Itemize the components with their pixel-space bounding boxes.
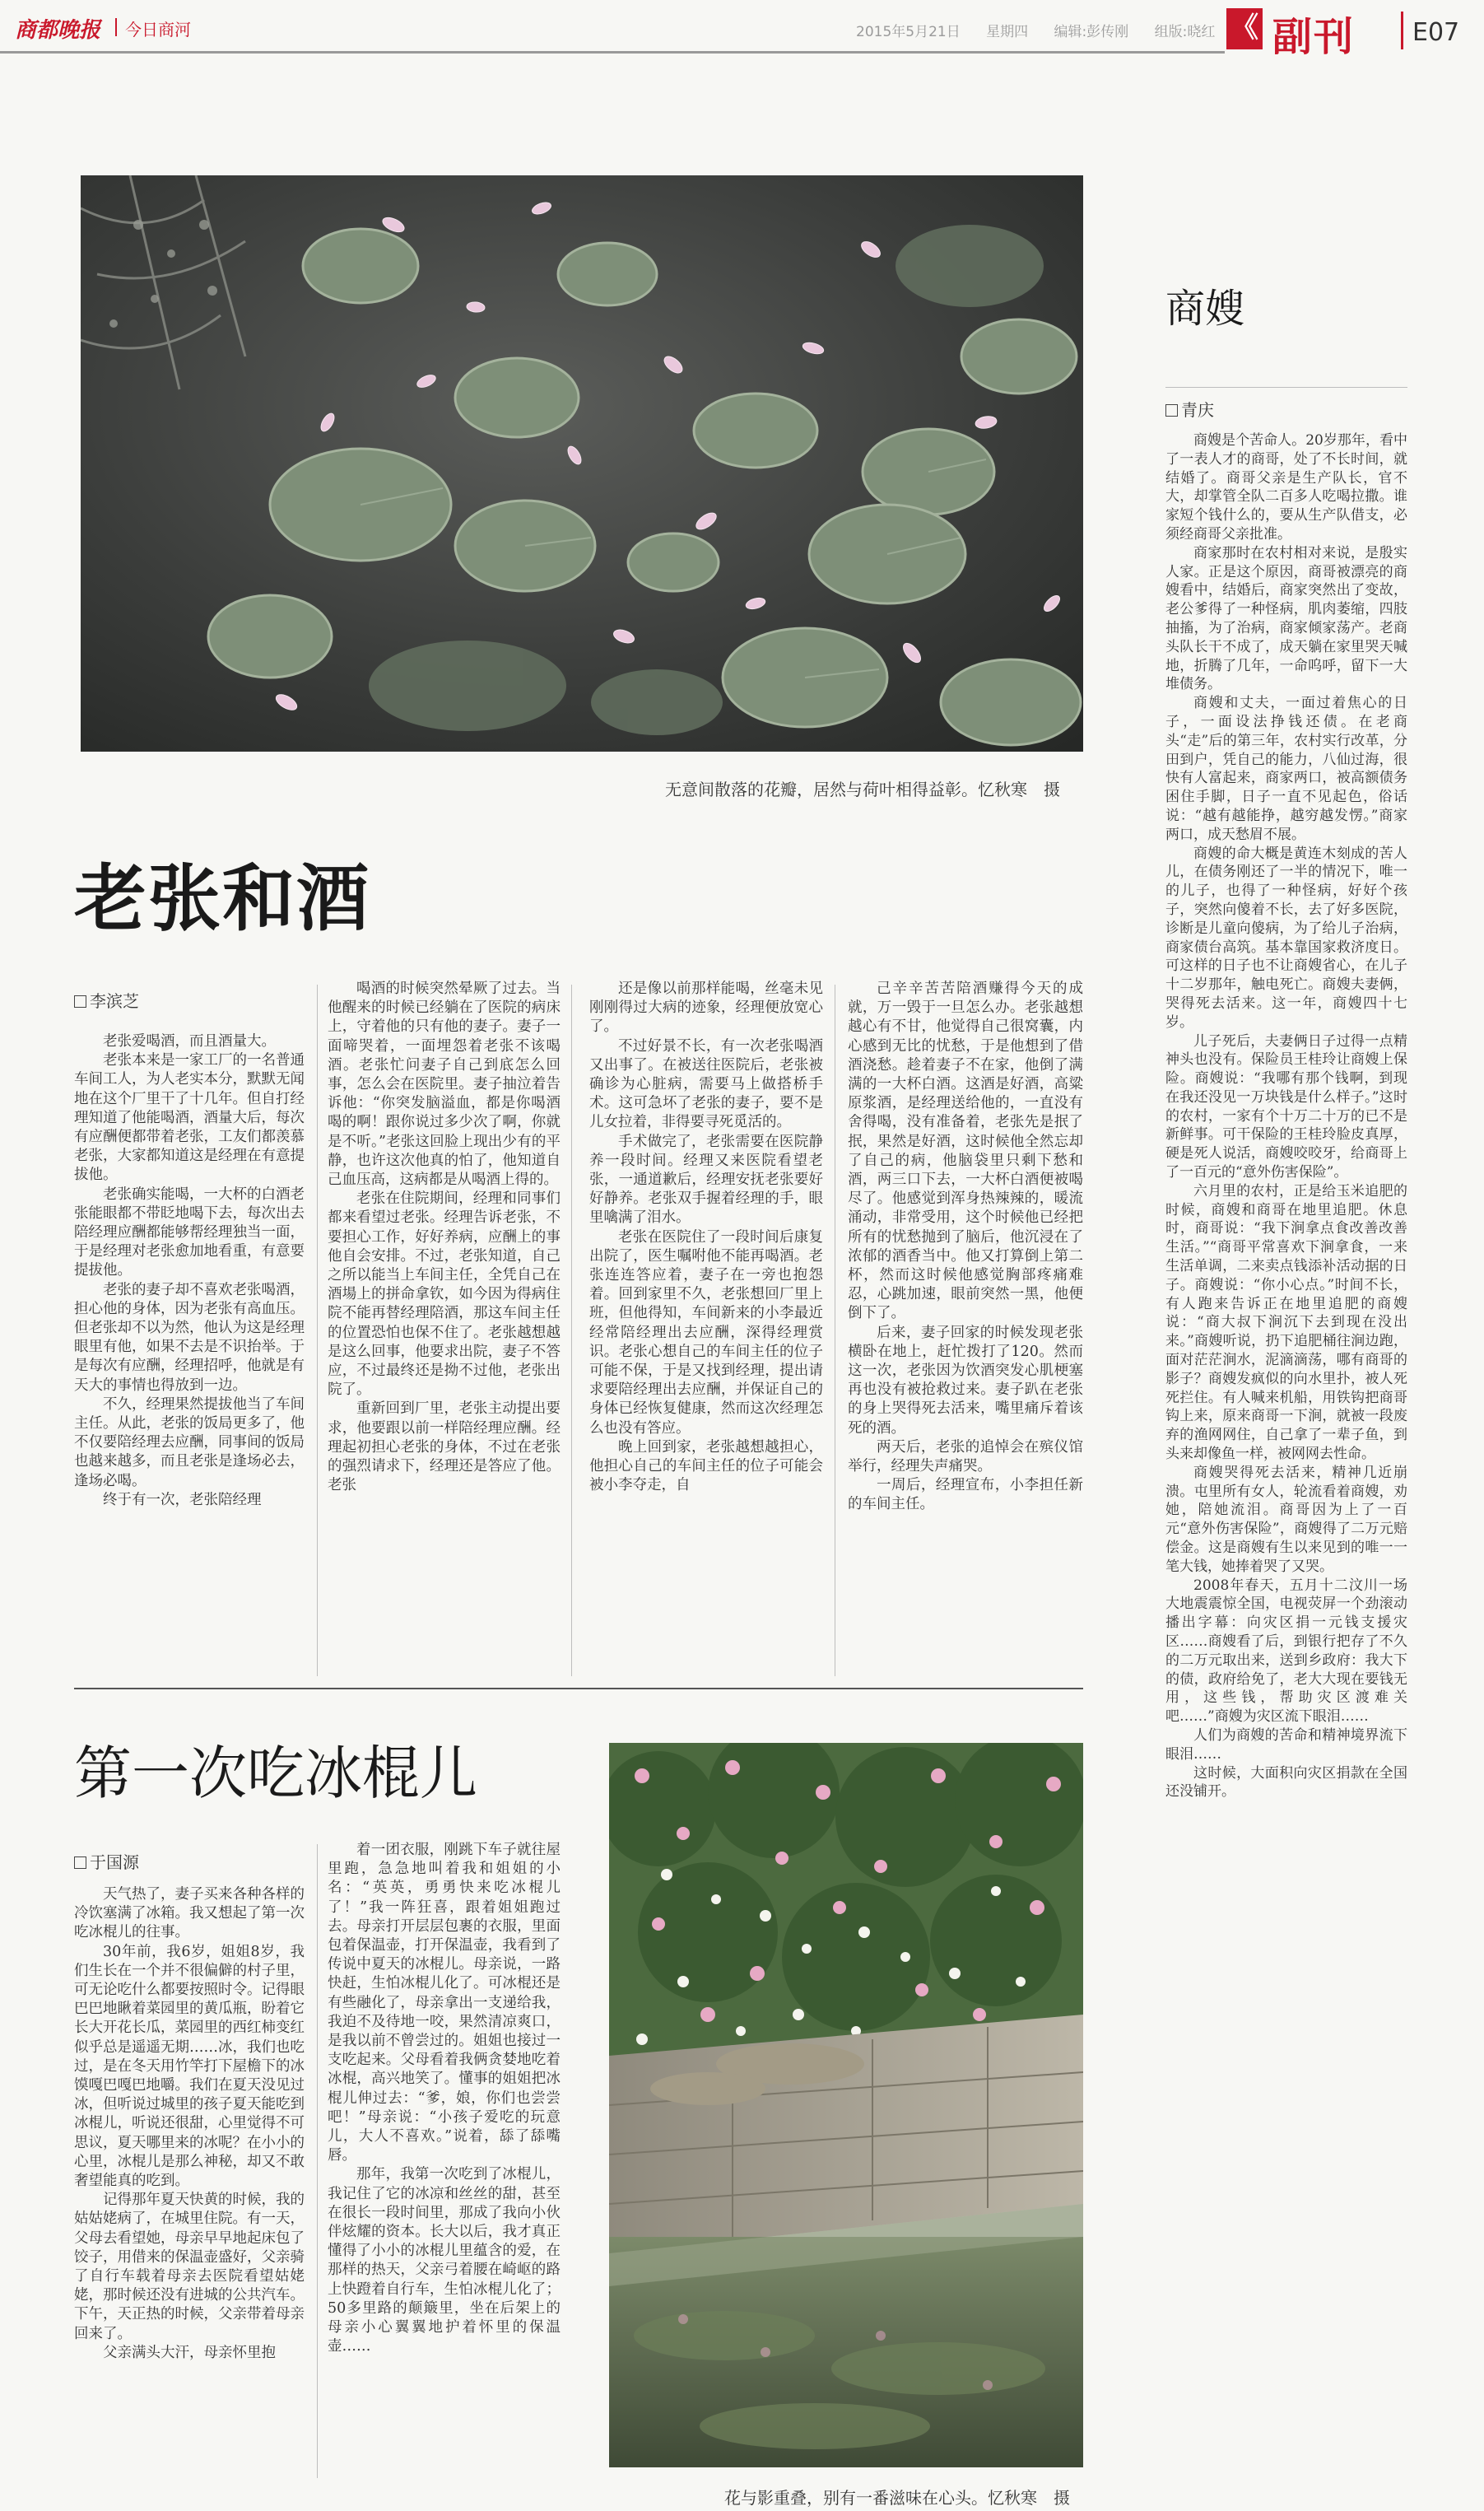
article-title-shangsao: 商嫂 — [1165, 286, 1245, 332]
paragraph: 父亲满头大汗，母亲怀里抱 — [103, 2344, 276, 2361]
paragraph: 老张爱喝酒，而且酒量大。 — [103, 1033, 276, 1050]
paragraph: 喝酒的时候突然晕厥了过去。当他醒来的时候已经躺在了医院的病床上，守着他的只有他的妻子。妻子一面啼哭着，一面埋怨着老张不该喝酒。老张忙问妻子自己到底怎么回事，怎么会在医院里。妻子抽泣着告诉他：“你突发脑溢血，都是你喝酒喝的啊！跟你说过多少次了啊，你就是不听。”老张这回脸上现出少有的平静，也许这次他真的怕了，他知道自己血压高，这病都是从喝酒上得的。 — [328, 981, 561, 1189]
paragraph: 老张在住院期间，经理和同事们都来看望过老张。经理告诉老张，不要担心工作，好好养病，应酬上的事他自会安排。不过，老张知道，自己之所以能当上车间主任，全凭自己在酒場上的拼命拿钦，如今因为得病住院不能再替经理陪酒，那这车间主任的位置恐怕也保不住了。老张越想越是这么回事，他要求出院，妻子不答应，不过最终还是拗不过他，老张出院了。 — [328, 1190, 561, 1399]
header-divider — [115, 18, 117, 36]
byline-laozhang: 李滨芝 — [74, 988, 139, 1012]
article-icepop-col-1 — [74, 1885, 305, 2478]
paragraph: 老张本来是一家工厂的一名普通车间工人，为人老实本分，默默无闻地在这个厂里干了十几年。但自打经理知道了他能喝酒，酒量大后，每次有应酬便都带着老张，工友们都羡慕老张，大家都知道这是经理在有意提拔他。 — [74, 1052, 305, 1184]
paragraph: 30年前，我6岁，姐姐8岁，我们生长在一个并不很偏僻的村子里，可无论吃什么都要按照时令。记得眼巴巴地瞅着菜园里的黄瓜瓶，盼着它长大开花长瓜，菜园里的西红柿变红似乎总是遥遥无期……冰，我们也吃过，是在冬天用竹竿打下屋檐下的冰馍嘎巴嘎巴地嚼。我们在夏天没见过冰，但听说过城里的孩子夏天能吃到冰棍儿，听说还很甜，心里觉得不可思议，夏天哪里来的冰呢？在小小的心里，冰棍儿是那么神秘，却又不敢奢望能真的吃到。 — [74, 1943, 305, 2190]
flowers-reflection-photo — [609, 1743, 1083, 2467]
paragraph: 人们为商嫂的苦命和精神境界流下眼泪…… — [1165, 1726, 1407, 1763]
article-laozhang-col-1 — [74, 1032, 305, 1676]
paragraph: 商嫂的命大概是黄连木刻成的苦人儿，在债务刚还了一半的情况下，唯一的儿子，也得了一种怪病，好好个孩子，突然向傻着不长，去了好多医院，诊断是儿童向傻病，为了给儿子治病，商家债台高筑。基本靠国家救济度日。可这样的日子也不让商嫂省心，在儿子十二岁那年，触电死亡。商嫂夫妻俩，哭得死去活来。这一年，商嫂四十七岁。 — [1165, 845, 1407, 1031]
paragraph: 不久，经理果然提拔他当了车间主任。从此，老张的饭局更多了，他不仅要陪经理去应酬，同事间的饭局也越来越多，而且老张是逢场必去，逢场必喝。 — [74, 1395, 305, 1489]
paragraph: 儿子死后，夫妻俩日子过得一点精神头也没有。保险员王桂玲让商嫂上保险。商嫂说：“我哪有那个钱啊，到现在我还没见一万块钱是什么样子。”这时的农村，一家有个十万二十万的已不是新鲜事。可干保险的王桂玲脸皮真厚，硬是死人说活，商嫂咬咬牙，给商哥上了一百元的“意外伤害保险”。 — [1165, 1032, 1407, 1181]
edition-name: 今日商河 — [125, 20, 191, 40]
paragraph: 这时候，大面积向灾区捐款在全国还没铺开。 — [1165, 1764, 1407, 1801]
article-laozhang-col-2 — [328, 980, 561, 1676]
paragraph: 老张在医院住了一段时间后康复出院了，医生嘱咐他不能再喝酒。老张连连答应着，妻子在一旁也抱怨着。回到家里不久，老张想回厂里上班，但他得知，车间新来的小李最近经常陪经理出去应酬，深得经理赏识。老张心想自己的车间主任的位子可能不保，于是又找到经理，提出请求要陪经理出去应酬，并保证自己的身体已经恢复健康，然而这次经理怎么也没有答应。 — [589, 1228, 823, 1437]
layout-credit: 组版:晓红 — [1154, 24, 1216, 40]
paragraph: 晚上回到家，老张越想越担心，他担心自己的车间主任的位子可能会被小李夺走，自 — [589, 1438, 823, 1494]
lotus-pond-photo — [81, 175, 1083, 752]
byline-icepop: 于国源 — [74, 1849, 139, 1873]
page-number: E07 — [1412, 18, 1460, 47]
section-title: 副刊 — [1272, 14, 1356, 60]
article-shangsao-col — [1165, 431, 1407, 2506]
article-laozhang-col-4 — [848, 980, 1083, 1676]
top-photo-caption: 无意间散落的花瓣，居然与荷叶相得益彰。忆秋寒 摄 — [665, 780, 1060, 799]
section-divider — [74, 1688, 1083, 1689]
article-laozhang-col-3 — [589, 980, 823, 1676]
paragraph: 重新回到厂里，老张主动提出要求，他要跟以前一样陪经理应酬。经理起初担心老张的身体，不过在老张的强烈请求下，经理还是答应了他。老张 — [328, 1400, 561, 1494]
article-title-laozhang: 老张和酒 — [74, 856, 371, 941]
newspaper-logo: 商都晚报 — [15, 18, 101, 43]
paragraph: 两天后，老张的追悼会在殡仪馆举行，经理失声痛哭。 — [848, 1438, 1083, 1475]
article-icepop-col-2 — [328, 1841, 561, 2478]
column-rule — [317, 985, 318, 1676]
paragraph: 记得那年夏天快黄的时候，我的姑姑姥病了，在城里住院。有一天，父母去看望她，母亲早早地起床包了饺子，用借来的保温壶盛好，父亲骑了自行车载着母亲去医院看望姑姥姥，那时候还没有进城的公共汽车。下午，天正热的时候，父亲带着母亲回来了。 — [74, 2192, 305, 2342]
paragraph: 天气热了，妻子买来各种各样的冷饮塞满了冰箱。我又想起了第一次吃冰棍儿的往事。 — [74, 1886, 305, 1941]
lotus-pond-image — [81, 175, 1083, 752]
paragraph: 后来，妻子回家的时候发现老张横卧在地上，赶忙拨打了120。然而这一次，老张因为饮酒突发心肌梗塞再也没有被抢救过来。妻子趴在老张的身上哭得死去活来，嘴里痛斥着该死的酒。 — [848, 1324, 1083, 1437]
paragraph: 那年，我第一次吃到了冰棍儿，我记住了它的冰凉和丝丝的甜，甚至在很长一段时间里，那成了我向小伙伴炫耀的资本。长大以后，我才真正懂得了小小的冰棍儿里蕴含的爱，在那样的热天，父亲弓着腰在崎岖的路上快蹬着自行车，生怕冰棍儿化了；50多里路的颠簸里，坐在后架上的母亲小心翼翼地护着怀里的保温壶…… — [328, 2166, 561, 2355]
paragraph: 终于有一次，老张陪经理 — [103, 1491, 262, 1508]
paragraph: 商嫂和丈夫，一面过着焦心的日子，一面设法挣钱还债。在老商头“走”后的第三年，农村实行改革，分田到户，凭自己的能力，八仙过海，很快有人富起来，商家两口，被高额债务困住手脚，日子一直不见起色，俗话说：“越有越能挣，越穷越发愣。”商家两口，成天愁眉不展。 — [1165, 695, 1407, 843]
page-divider — [1401, 12, 1403, 49]
paragraph: 商嫂哭得死去活来，精神几近崩溃。屯里所有女人，轮流看着商嫂，劝她，陪她流泪。商哥因为上了一百元“意外伤害保险”，商嫂得了二万元赔偿金。这是商嫂有生以来见到的唯一一笔大钱，她捧着哭了又哭。 — [1165, 1464, 1407, 1575]
paragraph: 2008年春天，五月十二汶川一场大地震震惊全国，电视荧屏一个劲滚动播出字幕：向灾区捐一元钱支援灾区……商嫂看了后，到银行把存了不久的二万元取出来，送到乡政府：我大下的债，政府给免了，老大大现在要钱无用，这些钱，帮助灾区渡难关吧……”商嫂为灾区流下眼泪…… — [1165, 1577, 1407, 1726]
issue-date: 2015年5月21日 — [856, 24, 961, 40]
flowers-reflection-image — [609, 1743, 1083, 2467]
paragraph: 六月里的农村，正是给玉米追肥的时候，商嫂和商哥在地里追肥。休息时，商哥说：“我下涧拿点食改善改善生活。”“商哥平常喜欢下涧拿食，一来生活单调，二来卖点钱添补活动据的日子。商嫂说：“你小心点。”时间不长，有人跑来告诉正在地里追肥的商嫂说：“商大叔下涧沉下去到现在没出来。”商嫂听说，扔下追肥桶往涧边跑，面对茫茫涧水，泥滴滴荡，哪有商哥的影子？商嫂发疯似的向水里扑，被人死死拦住。有人喊来机船，用铁钩把商哥钩上来，原来商哥一下涧，就被一段废弃的渔网网住，自己拿了一辈子鱼，到头来却像鱼一样，被网网去性命。 — [1165, 1182, 1407, 1463]
paragraph: 着一团衣服，刚跳下车子就往屋里跑，急急地叫着我和姐姐的小名：“英英，勇勇快来吃冰棍儿了！”我一阵狂喜，跟着姐姐跑过去。母亲打开层层包裹的衣服，里面包着保温壶，打开保温壶，我看到了传说中夏天的冰棍儿。母亲说，一路快赶，生怕冰棍儿化了。可冰棍还是有些融化了，母亲拿出一支递给我，我迫不及待地一咬，果然清凉爽口，是我以前不曾尝过的。姐姐也接过一支吃起来。父母看着我俩贪婪地吃着冰棍，高兴地笑了。懂事的姐姐把冰棍儿伸过去：“爹，娘，你们也尝尝吧！”母亲说：“小孩子爱吃的玩意儿，大人不喜欢。”说着，舔了舔嘴唇。 — [328, 1842, 561, 2164]
editor-credit: 编辑:彭传刚 — [1054, 24, 1129, 40]
column-rule — [317, 1844, 318, 2478]
issue-meta — [856, 20, 1236, 40]
bottom-photo-caption: 花与影重叠，别有一番滋味在心头。忆秋寒 摄 — [724, 2488, 1070, 2508]
paragraph: 手术做完了，老张需要在医院静养一段时间。经理又来医院看望老张，一通道歉后，经理安抚老张要好好静养。老张双手握着经理的手，眼里噙满了泪水。 — [589, 1133, 823, 1227]
paragraph: 己辛辛苦苦陪酒赚得今天的成就，万一毁于一旦怎么办。老张越想越心有不甘，他觉得自己很窝囊，内心感到无比的忧愁，于是他想到了借酒浇愁。趁着妻子不在家，他倒了满满的一大杯白酒。这酒是好酒，高粱原浆酒，是经理送给他的，一直没有舍得喝，没有准备着，老张先是抿了抿，果然是好酒，这时候他全然忘却了自己的病，他脑袋里只剩下愁和酒，两三口下去，一大杯白酒便被喝尽了。他感觉到浑身热辣辣的，暖流涌动，非常受用，这个时候他已经把所有的忧愁抛到了脑后，他沉浸在了浓郁的酒香当中。他又打算倒上第二杯，然而这时候他感觉胸部疼痛难忍，心跳加速，眼前突然一黑，他便倒下了。 — [848, 981, 1083, 1322]
article-title-icepop: 第一次吃冰棍儿 — [74, 1740, 477, 1807]
byline-rule — [1165, 387, 1407, 388]
section-chevron-icon: 《 — [1226, 8, 1263, 49]
paragraph: 还是像以前那样能喝，丝毫未见刚刚得过大病的迹象，经理便放宽心了。 — [589, 981, 823, 1036]
paragraph: 不过好景不长，有一次老张喝酒又出事了。在被送往医院后，老张被确诊为心脏病，需要马上做搭桥手术。这可急坏了老张的妻子，要不是儿女拉着，非得要寻死觅活的。 — [589, 1037, 823, 1131]
byline-shangsao: 青庆 — [1165, 397, 1214, 421]
paragraph: 老张确实能喝，一大杯的白酒老张能眼都不带眨地喝下去，每次出去陪经理应酬都能够帮经理独当一面，于是经理对老张愈加地看重，有意要提拔他。 — [74, 1186, 305, 1279]
paragraph: 老张的妻子却不喜欢老张喝酒，担心他的身体，因为老张有高血压。但老张却不以为然，他认为这是经理眼里有他，如果不去是不识抬举。于是每次有应酬，经理招呼，他就是有天大的事情也得放到一边。 — [74, 1281, 305, 1394]
paragraph: 商嫂是个苦命人。20岁那年，看中了一表人才的商哥，处了不长时间，就结婚了。商哥父亲是生产队长，官不大，却掌管全队二百多人吃喝拉撒。谁家短个钱什么的，要从生产队借支，必须经商哥父亲批准。 — [1165, 432, 1407, 543]
paragraph: 商家那时在农村相对来说，是殷实人家。正是这个原因，商哥被漂亮的商嫂看中，结婚后，商家突然出了变故，老公爹得了一种怪病，肌肉萎缩，四肢抽搐，为了治病，商家倾家荡产。老商头队长干不成了，成天躺在家里哭天喊地，折腾了几年，一命呜呼，留下一大堆债务。 — [1165, 544, 1407, 693]
paragraph: 一周后，经理宣布，小李担任新的车间主任。 — [848, 1477, 1083, 1513]
issue-weekday: 星期四 — [986, 24, 1029, 40]
header-rule — [0, 51, 1225, 54]
column-rule — [571, 985, 572, 1676]
